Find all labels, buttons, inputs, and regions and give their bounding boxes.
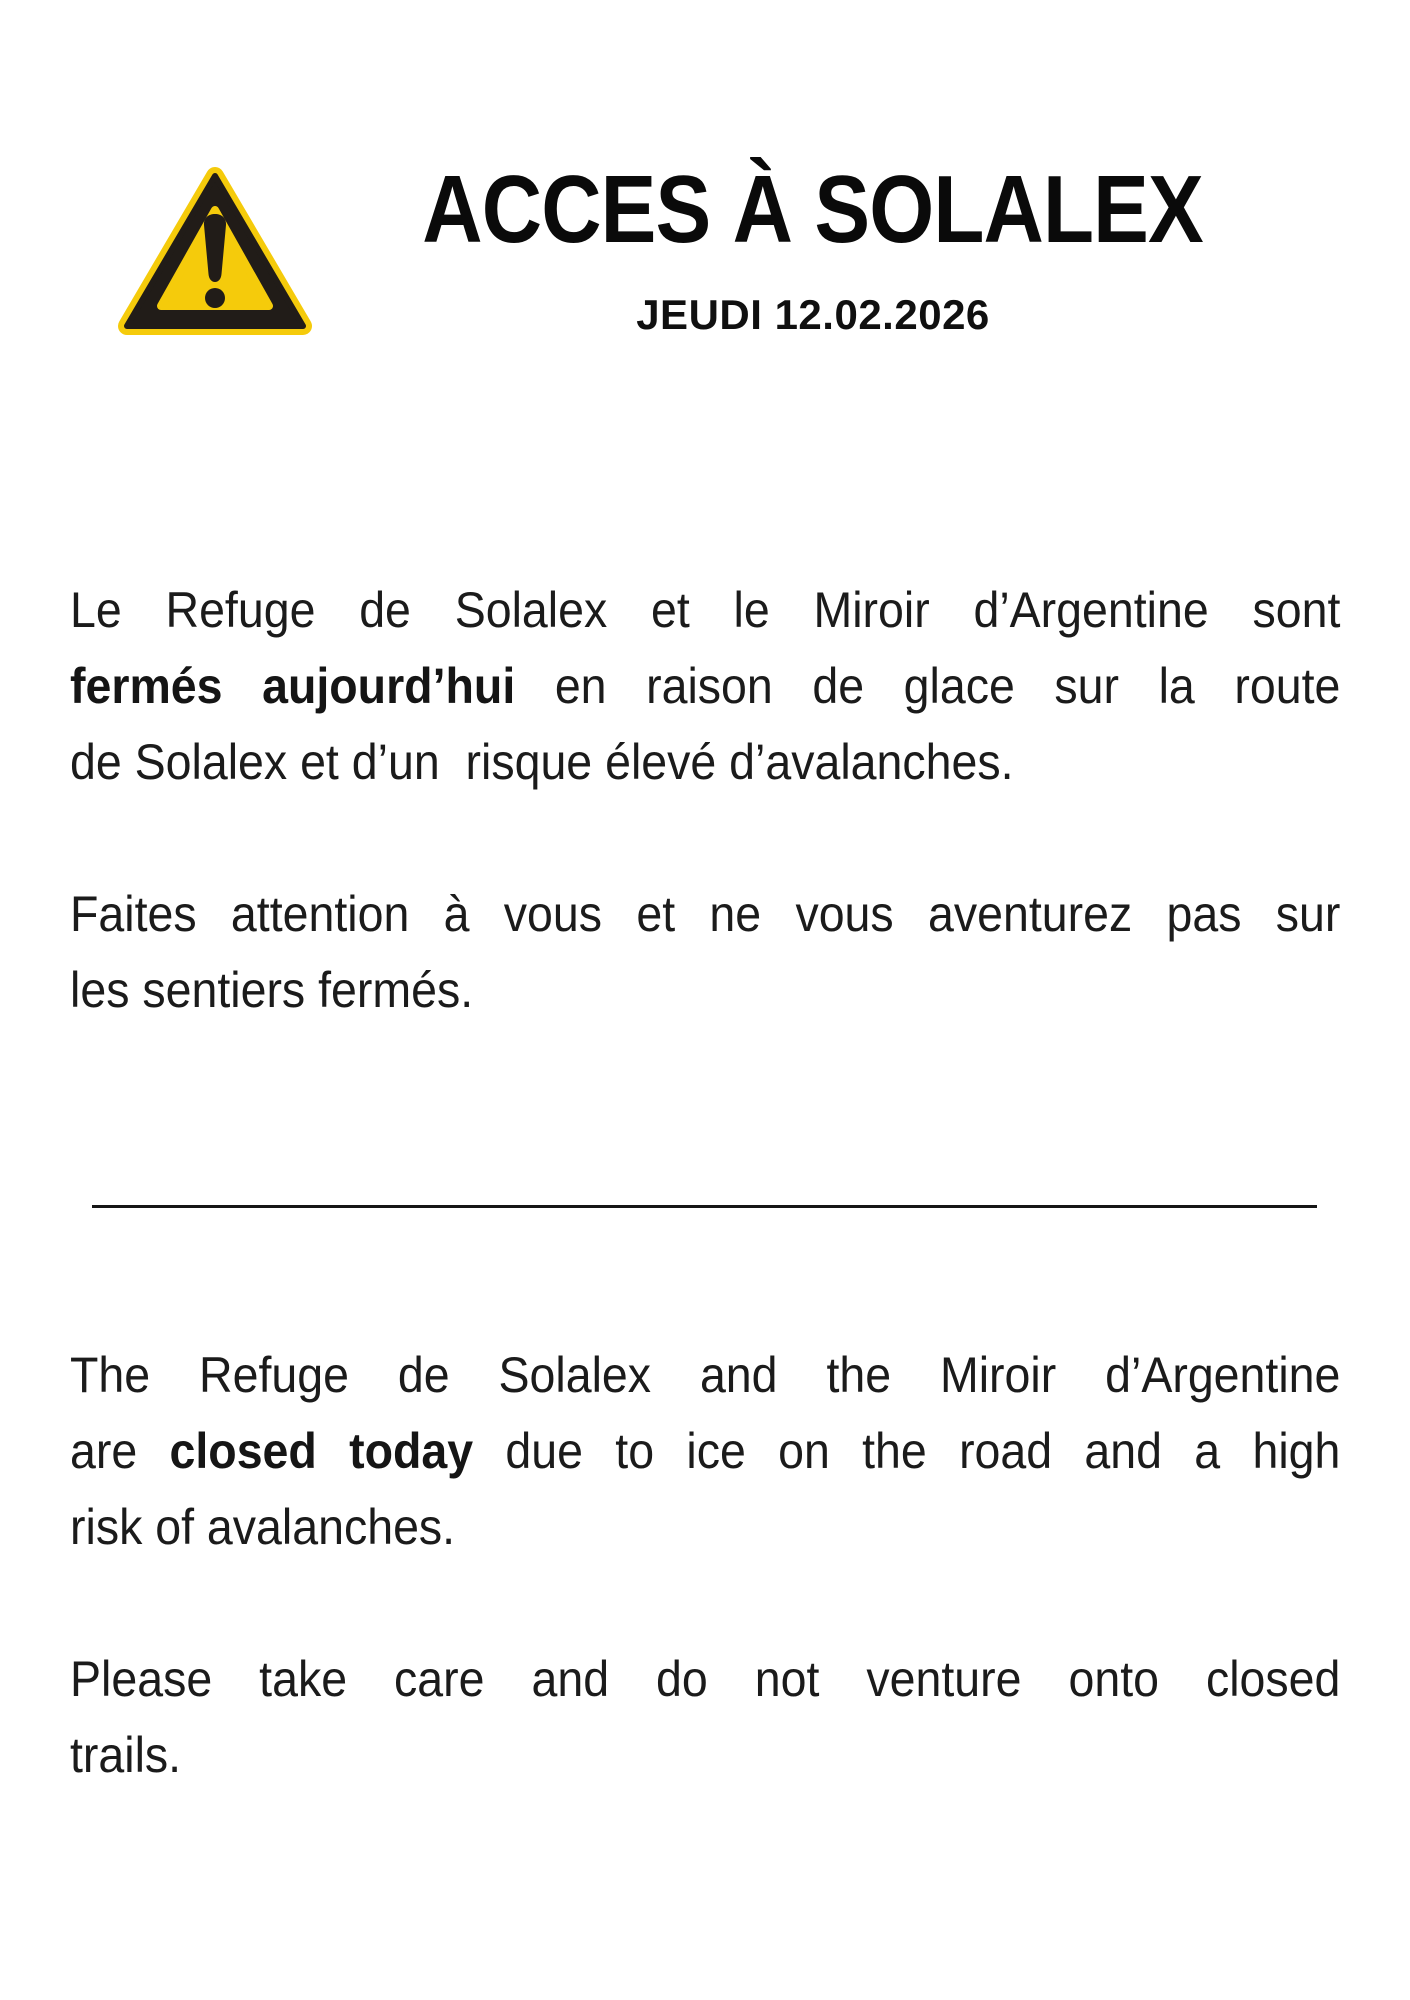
text-line [70,724,1340,800]
french-text [70,572,1340,1028]
text: Please take care and do not venture onto closed [70,1651,1341,1707]
text: de Solalex et d’un risque élevé d’avalanches. [70,734,1014,790]
bold-text: closed today [169,1423,474,1479]
text-line [70,952,1340,1028]
text-line [70,1337,1340,1413]
text-line [70,876,1340,952]
page-title: ACCES À SOLALEX [422,156,1204,263]
date-subtitle: JEUDI 12.02.2026 [636,291,990,338]
divider-line [92,1205,1317,1208]
header [216,158,1410,338]
text: trails. [70,1727,182,1783]
paragraph [70,876,1340,1028]
bold-text: fermés aujourd’hui [70,658,516,714]
paragraph [70,1337,1340,1565]
english-text [70,1337,1340,1793]
french-section [70,572,1340,1028]
text: are [70,1423,170,1479]
text: en raison de glace sur la route [515,658,1341,714]
paragraph [70,1641,1340,1793]
text-line [70,1717,1340,1793]
text: Faites attention à vous et ne vous aventurez pas sur [70,886,1341,942]
text: The Refuge de Solalex and the Miroir d’Argentine [70,1347,1341,1403]
text: Le Refuge de Solalex et le Miroir d’Argentine sont [70,582,1341,638]
text: due to ice on the road and a high [473,1423,1341,1479]
text-line [70,1489,1340,1565]
text-line [70,648,1340,724]
text: les sentiers fermés. [70,962,474,1018]
text-line [70,572,1340,648]
text-line [70,1641,1340,1717]
paragraph [70,572,1340,800]
text-line [70,1413,1340,1489]
english-section [70,1337,1340,1793]
text: risk of avalanches. [70,1499,456,1555]
